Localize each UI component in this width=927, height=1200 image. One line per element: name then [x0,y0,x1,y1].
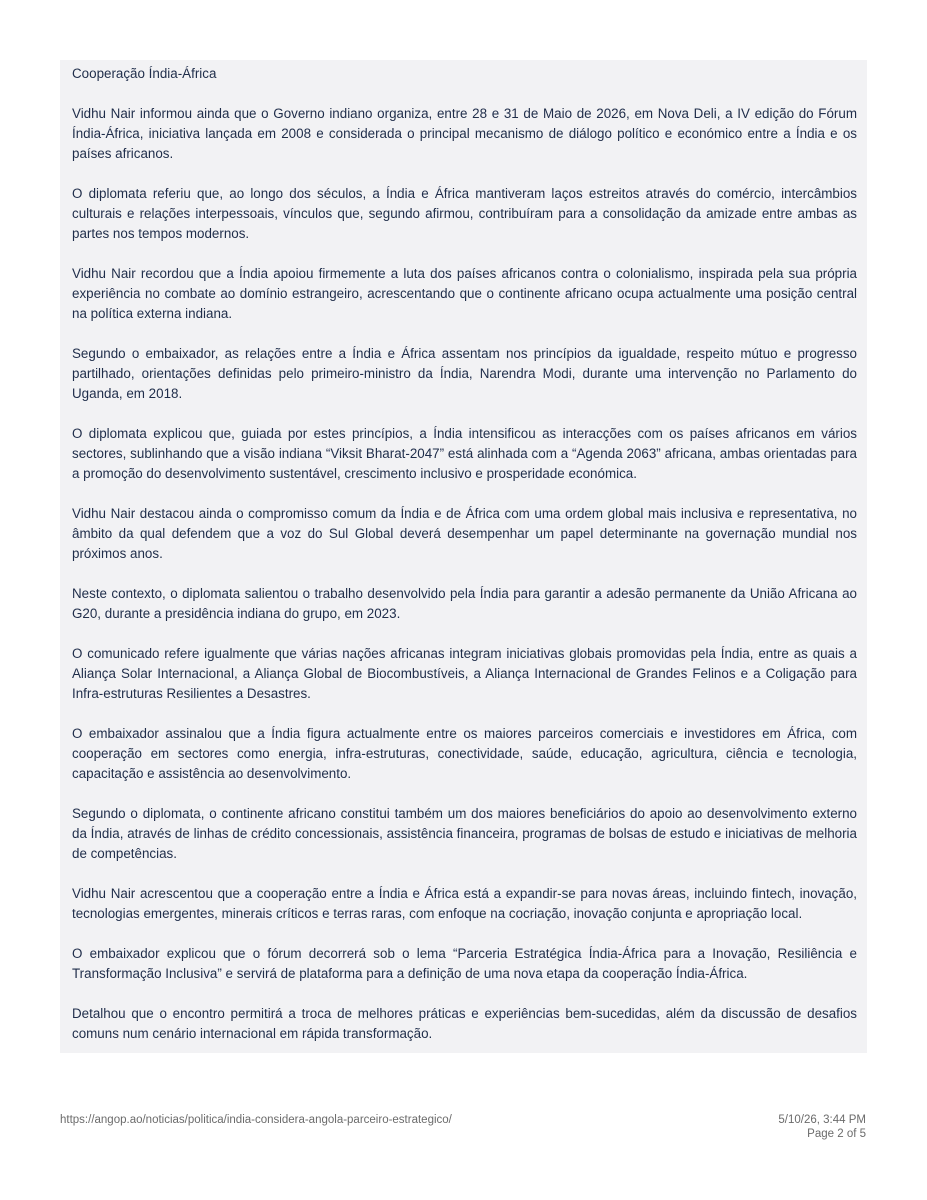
paragraph-9: O embaixador assinalou que a Índia figura actualmente entre os maiores parceiros comerciais e investidores em África, com cooperação em sectores como energia, infra-estruturas, conectividade, saúde, educação, agricultura, ciência e tecnologia, capacitação e assistência ao desenvolvimento. [72,726,857,781]
paragraph-8: O comunicado refere igualmente que várias nações africanas integram iniciativas globais promovidas pela Índia, entre as quais a Aliança Solar Internacional, a Aliança Global de Biocombustíveis, a Aliança Internacional de Grandes Felinos e a Coligação para Infra-estruturas Resilientes a Desastres. [72,646,857,701]
paragraph-13: Detalhou que o encontro permitirá a troca de melhores práticas e experiências bem-sucedidas, além da discussão de desafios comuns num cenário internacional em rápida transformação. [72,1006,857,1041]
paragraph-10: Segundo o diplomata, o continente africano constitui também um dos maiores beneficiários do apoio ao desenvolvimento externo da Índia, através de linhas de crédito concessionais, assistência financeira, programas de bolsas de estudo e iniciativas de melhoria de competências. [72,806,857,861]
paragraph-3: Vidhu Nair recordou que a Índia apoiou firmemente a luta dos países africanos contra o colonialismo, inspirada pela sua própria experiência no combate ao domínio estrangeiro, acrescentando que o continente africano ocupa actualmente uma posição central na política externa indiana. [72,266,857,321]
article-body [60,60,867,1053]
footer-url[interactable]: https://angop.ao/noticias/politica/india-considera-angola-parceiro-estrategico/ [60,1114,452,1126]
paragraph-5: O diplomata explicou que, guiada por estes princípios, a Índia intensificou as interacções com os países africanos em vários sectores, sublinhando que a visão indiana “Viksit Bharat-2047” está alinhada com a “Agenda 2063” africana, ambas orientadas para a promoção do desenvolvimento sustentável, crescimento inclusivo e prosperidade económica. [72,426,857,481]
footer-meta [778,1113,866,1141]
paragraph-2: O diplomata referiu que, ao longo dos séculos, a Índia e África mantiveram laços estreitos através do comércio, intercâmbios culturais e relações interpessoais, vínculos que, segundo afirmou, contribuíram para a consolidação da amizade entre ambas as partes nos tempos modernos. [72,186,857,241]
footer-page-number: Page 2 of 5 [807,1128,866,1140]
paragraph-7: Neste contexto, o diplomata salientou o trabalho desenvolvido pela Índia para garantir a adesão permanente da União Africana ao G20, durante a presidência indiana do grupo, em 2023. [72,586,857,621]
paragraph-11: Vidhu Nair acrescentou que a cooperação entre a Índia e África está a expandir-se para novas áreas, incluindo fintech, inovação, tecnologias emergentes, minerais críticos e terras raras, com enfoque na cocriação, inovação conjunta e apropriação local. [72,886,857,921]
paragraph-1: Vidhu Nair informou ainda que o Governo indiano organiza, entre 28 e 31 de Maio de 2026, em Nova Deli, a IV edição do Fórum Índia-África, iniciativa lançada em 2008 e considerada o principal mecanismo de diálogo político e económico entre a Índia e os países africanos. [72,106,857,161]
paragraph-12: O embaixador explicou que o fórum decorrerá sob o lema “Parceria Estratégica Índia-África para a Inovação, Resiliência e Transformação Inclusiva” e servirá de plataforma para a definição de uma nova etapa da cooperação Índia-África. [72,946,857,981]
section-heading: Cooperação Índia-África [72,66,217,81]
footer-timestamp: 5/10/26, 3:44 PM [778,1114,866,1126]
paragraph-4: Segundo o embaixador, as relações entre a Índia e África assentam nos princípios da igualdade, respeito mútuo e progresso partilhado, orientações definidas pelo primeiro-ministro da Índia, Narendra Modi, durante uma intervenção no Parlamento do Uganda, em 2018. [72,346,857,401]
paragraph-6: Vidhu Nair destacou ainda o compromisso comum da Índia e de África com uma ordem global mais inclusiva e representativa, no âmbito da qual defendem que a voz do Sul Global deverá desempenhar um papel determinante na governação mundial nos próximos anos. [72,506,857,561]
